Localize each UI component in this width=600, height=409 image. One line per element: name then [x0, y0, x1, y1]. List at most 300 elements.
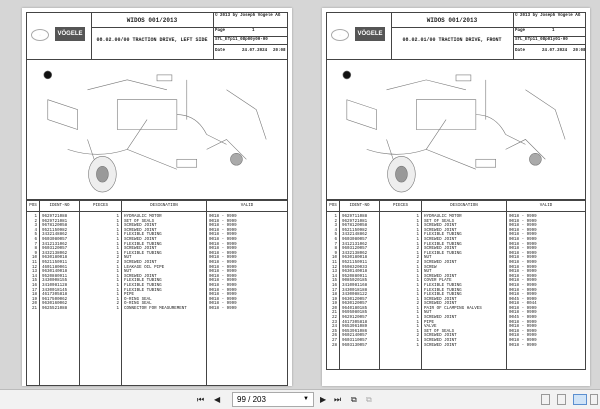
cell-ident-no: 9603130057 — [340, 344, 380, 349]
cell-pos: 4 — [27, 229, 40, 234]
cell-pieces: 1 — [80, 270, 122, 275]
cell-ident-no: 9521150982 — [40, 229, 80, 234]
cell-valid: 0018 - 9999 — [509, 288, 537, 293]
cell-pos: 16 — [27, 284, 40, 289]
cell-valid: 0018 - 9999 — [209, 228, 237, 233]
cell-valid: 0018 - 9999 — [509, 224, 537, 229]
cell-ident-no: 3430088122 — [340, 293, 380, 298]
cell-valid: 0018 - 9999 — [509, 219, 537, 224]
cell-ident-no: 3430018145 — [40, 289, 80, 294]
cell-pos: 8 — [27, 247, 40, 252]
cell-ident-no: 9625521088 — [40, 307, 80, 312]
cell-pos: 14 — [27, 275, 40, 280]
cell-designation: SCREWED JOINT — [422, 339, 507, 344]
cell-valid: 0018 - 9999 — [209, 283, 237, 288]
cell-pos: 1 — [327, 215, 340, 220]
cell-ident-no: 9629721088 — [40, 215, 80, 220]
cell-designation: HYDRAULIC MOTOR — [422, 215, 507, 220]
cell-valid: 0045 - 9999 — [509, 316, 537, 321]
page-number: 1 — [552, 29, 555, 33]
cell-designation: FLEXIBLE TUBING — [422, 284, 507, 289]
page-label: Page — [215, 29, 226, 33]
cell-designation: SET OF SEALS — [422, 330, 507, 335]
cell-pieces: 1 — [80, 307, 122, 312]
cell-ident-no: 4601180061 — [40, 266, 80, 271]
cell-ident-no: 9630120057 — [340, 302, 380, 307]
cell-designation: SCREWED JOINT — [422, 247, 507, 252]
cell-pieces: 1 — [80, 220, 122, 225]
cell-ident-no: 3430018188 — [340, 289, 380, 294]
cell-ident-no: 9630120057 — [340, 298, 380, 303]
cell-ident-no: 9640180185 — [340, 307, 380, 312]
cell-pos: 24 — [327, 325, 340, 330]
cell-pos: 5 — [327, 233, 340, 238]
cell-designation: SCREWED JOINT — [422, 275, 507, 280]
cell-valid: 0018 - 0044 — [509, 302, 537, 307]
cell-designation: VALVE — [422, 325, 507, 330]
catalog-title: WIDOS 001/2013 — [426, 17, 478, 24]
cell-pieces: 1 — [380, 215, 422, 220]
page-label: Page — [515, 29, 526, 33]
cell-pos: 6 — [27, 238, 40, 243]
prev-page-icon[interactable]: ◀ — [214, 395, 221, 404]
cell-designation: FLEXIBLE TUBING — [122, 284, 207, 289]
cell-pos: 9 — [327, 252, 340, 257]
cell-valid: 0018 - 9999 — [209, 279, 237, 284]
extract-icon[interactable]: ⧉ — [366, 395, 372, 404]
cell-pos: 16 — [327, 284, 340, 289]
cell-pieces: 1 — [380, 325, 422, 330]
two-page-continuous-view-icon[interactable] — [590, 394, 598, 405]
cell-valid: 0018 - 9999 — [509, 233, 537, 238]
cell-pieces: 1 — [80, 229, 122, 234]
cell-designation: FLEXIBLE TUBING — [122, 233, 207, 238]
cell-valid: 0018 - 9999 — [509, 283, 537, 288]
cell-pos: 14 — [327, 275, 340, 280]
cell-pos: 12 — [327, 266, 340, 271]
cell-pos: 18 — [327, 293, 340, 298]
cell-pos: 5 — [27, 233, 40, 238]
cell-valid: 0018 - 9999 — [509, 274, 537, 279]
cell-valid: 0018 - 9999 — [509, 279, 537, 284]
document-page-left — [22, 8, 292, 386]
copyright: © 2013 by Joseph Vögele AG — [215, 14, 281, 18]
cell-ident-no: 9085020185 — [340, 279, 380, 284]
cell-designation: PAIR OF CLAMPING HALVES — [422, 307, 507, 312]
cell-pos: 19 — [327, 298, 340, 303]
cell-pieces: 1 — [380, 339, 422, 344]
last-page-icon[interactable]: ⏭ — [334, 395, 342, 404]
cell-pieces: 1 — [80, 224, 122, 229]
cell-ident-no: 3432138062 — [40, 252, 80, 257]
cell-designation: SCREWED JOINT — [422, 334, 507, 339]
cell-pieces: 1 — [80, 293, 122, 298]
cell-valid: 0018 - 9999 — [209, 247, 237, 252]
section-title: 08.02.00/00 TRACTION DRIVE, LEFT SIDE — [96, 37, 208, 43]
cell-pieces: 1 — [80, 279, 122, 284]
cell-pieces: 2 — [380, 302, 422, 307]
cell-valid: 0018 - 9999 — [209, 219, 237, 224]
cell-pieces: 1 — [380, 252, 422, 257]
cell-pieces: 1 — [380, 307, 422, 312]
continuous-view-icon[interactable] — [557, 394, 566, 405]
cell-valid: 0018 - 9999 — [509, 237, 537, 242]
cell-designation: NUT — [122, 256, 207, 261]
cell-valid: 0018 - 9999 — [509, 320, 537, 325]
cell-designation: FLEXIBLE TUBING — [422, 289, 507, 294]
cell-pieces: 2 — [380, 247, 422, 252]
cell-ident-no: 9630180018 — [40, 256, 80, 261]
cell-ident-no: 9520880911 — [40, 275, 80, 280]
cell-pos: 27 — [327, 339, 340, 344]
cell-pos: 19 — [27, 298, 40, 303]
time: 20:08 — [273, 49, 286, 53]
single-page-view-icon[interactable] — [541, 394, 550, 405]
column-header: PIECES — [80, 201, 122, 211]
parts-table — [26, 200, 288, 386]
cell-designation: FLEXIBLE TUBING — [122, 252, 207, 257]
cell-designation: O-RING SEAL — [122, 302, 207, 307]
cell-ident-no: 9603120057 — [340, 247, 380, 252]
cell-ident-no: 9617500062 — [40, 298, 80, 303]
table-header — [327, 201, 585, 212]
cell-designation: SCREWED JOINT — [122, 261, 207, 266]
cell-valid: 0018 - 9999 — [209, 251, 237, 256]
cell-pieces: 1 — [380, 229, 422, 234]
cell-pos: 7 — [27, 243, 40, 248]
cell-pos: 20 — [327, 307, 340, 312]
cell-pieces: 2 — [380, 261, 422, 266]
doc-id: STL_ETp11_08p00y00-00 — [215, 38, 268, 42]
date: 24.07.2024 — [242, 49, 268, 53]
cell-ident-no: 3432138062 — [340, 252, 380, 257]
cell-valid: 0018 - 9999 — [509, 329, 537, 334]
cell-ident-no: 9629721081 — [40, 220, 80, 225]
cell-valid: 0018 - 9999 — [509, 251, 537, 256]
column-header: DESIGNATION — [422, 201, 507, 211]
cell-pieces: 2 — [80, 302, 122, 307]
cell-designation: PIPE — [122, 293, 207, 298]
cell-pieces: 1 — [80, 289, 122, 294]
cell-pos: 18 — [27, 293, 40, 298]
cell-pieces: 1 — [80, 252, 122, 257]
column-header: POS — [327, 201, 340, 211]
cell-ident-no: 9678120058 — [40, 224, 80, 229]
cell-valid: 0018 - 9999 — [509, 339, 537, 344]
cell-valid: 0018 - 9999 — [509, 260, 537, 265]
cell-valid: 0045 - 9999 — [509, 297, 537, 302]
cell-pieces: 1 — [380, 298, 422, 303]
cell-designation: FLEXIBLE TUBING — [122, 289, 207, 294]
cell-designation: SET OF SEALS — [122, 220, 207, 225]
cell-valid: 0018 - 9999 — [209, 288, 237, 293]
cell-designation: FLEXIBLE TUBING — [422, 243, 507, 248]
two-page-view-icon[interactable] — [573, 394, 587, 405]
cell-designation: SCREWED JOINT — [122, 238, 207, 243]
cell-designation: FLEXIBLE TUBING — [422, 233, 507, 238]
page-number: 1 — [252, 29, 255, 33]
cell-designation: SCREWED JOINT — [122, 247, 207, 252]
cell-valid: 0018 - 9999 — [509, 325, 537, 330]
cell-designation: FLEXIBLE TUBING — [422, 293, 507, 298]
date-label: Date — [515, 49, 526, 53]
cell-valid: 0018 - 9999 — [209, 306, 237, 311]
cell-valid: 0018 - 9999 — [509, 343, 537, 348]
cell-pieces: 1 — [80, 266, 122, 271]
cell-valid: 0018 - 9999 — [509, 247, 537, 252]
cell-designation: SET OF SEALS — [422, 220, 507, 225]
cell-pieces: 1 — [80, 238, 122, 243]
cell-pieces: 2 — [380, 334, 422, 339]
cell-ident-no: 9603080057 — [340, 238, 380, 243]
vogele-seal-logo: ◦ — [31, 29, 49, 41]
cell-designation: NUT — [422, 256, 507, 261]
cell-designation: NUT — [422, 270, 507, 275]
cell-pieces: 1 — [80, 233, 122, 238]
cell-ident-no: 9521150911 — [40, 261, 80, 266]
cell-pieces: 1 — [80, 275, 122, 280]
cell-ident-no: 9695080185 — [340, 311, 380, 316]
parts-table — [326, 200, 586, 370]
cell-pieces: 1 — [380, 316, 422, 321]
column-header: IDENT-NO — [40, 201, 80, 211]
cell-ident-no: 9603110057 — [340, 339, 380, 344]
cell-pos: 17 — [327, 289, 340, 294]
cell-pos: 21 — [27, 307, 40, 312]
cell-pieces: 1 — [80, 247, 122, 252]
cell-pos: 12 — [27, 266, 40, 271]
vogele-logo: VÖGELE — [55, 27, 85, 41]
cell-valid: 0018 - 9999 — [209, 274, 237, 279]
cell-valid: 0018 - 9999 — [509, 256, 537, 261]
cell-valid: 0018 - 9999 — [209, 233, 237, 238]
cell-valid: 0018 - 9999 — [509, 270, 537, 275]
chevron-down-icon[interactable]: ▼ — [303, 396, 309, 402]
cell-pos: 23 — [327, 321, 340, 326]
document-page-right — [322, 8, 590, 386]
cell-ident-no: 9630180018 — [340, 256, 380, 261]
cell-pieces: 1 — [380, 270, 422, 275]
cell-pos: 3 — [27, 224, 40, 229]
rotate-icon[interactable]: ⧉ — [351, 395, 357, 404]
cell-pos: 9 — [27, 252, 40, 257]
cell-ident-no: 9629721081 — [340, 220, 380, 225]
exploded-diagram — [26, 60, 288, 200]
cell-valid: 0018 - 9999 — [509, 334, 537, 339]
vogele-seal-logo: ◦ — [331, 29, 349, 41]
page-number-input[interactable] — [232, 392, 314, 407]
table-header — [27, 201, 287, 212]
column-header: VALID — [240, 204, 254, 208]
cell-pos: 2 — [27, 220, 40, 225]
cell-designation: LEAKAGE OIL PIPE — [122, 266, 207, 271]
cell-pieces: 1 — [380, 279, 422, 284]
cell-valid: 0018 - 9999 — [209, 270, 237, 275]
cell-valid: 0018 - 9999 — [209, 293, 237, 298]
cell-ident-no: 9521150982 — [340, 229, 380, 234]
cell-pieces: 1 — [380, 284, 422, 289]
cell-ident-no: 3412131062 — [340, 243, 380, 248]
page-header — [26, 12, 288, 60]
cell-pieces: 2 — [80, 261, 122, 266]
cell-pos: 2 — [327, 220, 340, 225]
cell-pos: 17 — [27, 289, 40, 294]
cell-valid: 0018 - 9999 — [509, 265, 537, 270]
cell-designation: SCREWED JOINT — [422, 298, 507, 303]
cell-pos: 10 — [327, 256, 340, 261]
cell-designation: FLEXIBLE TUBING — [422, 252, 507, 257]
cell-valid: 0018 - 9999 — [209, 237, 237, 242]
cell-pos: 15 — [27, 279, 40, 284]
cell-pieces: 1 — [380, 330, 422, 335]
cell-ident-no: 9602140057 — [340, 334, 380, 339]
cell-valid: 0018 - 9999 — [209, 265, 237, 270]
cell-valid: 0018 - 9999 — [209, 256, 237, 261]
cell-designation: CONNECTOR FOR MEASUREMENT — [122, 307, 207, 312]
cell-ident-no: 9630140018 — [340, 270, 380, 275]
cell-valid: 0018 - 9999 — [509, 293, 537, 298]
cell-designation: SCREWED JOINT — [422, 224, 507, 229]
cell-designation: NUT — [422, 311, 507, 316]
doc-id: STL_ETp11_08p01y01-00 — [515, 38, 568, 42]
cell-ident-no: 3410081168 — [340, 284, 380, 289]
cell-valid: 0018 - 9999 — [209, 260, 237, 265]
cell-designation: SCREWED JOINT — [122, 229, 207, 234]
viewer-toolbar — [0, 389, 600, 409]
cell-pieces: 1 — [80, 243, 122, 248]
cell-ident-no: 3412131062 — [40, 243, 80, 248]
cell-pieces: 1 — [380, 311, 422, 316]
cell-valid: 0018 - 9999 — [209, 215, 237, 219]
cell-designation: SCREWED JOINT — [422, 316, 507, 321]
cell-designation: O-RING SEAL — [122, 298, 207, 303]
cell-pos: 26 — [327, 334, 340, 339]
cell-designation: SCREWED JOINT — [422, 302, 507, 307]
cell-ident-no: 3432148862 — [40, 233, 80, 238]
cell-valid: 0018 - 9999 — [209, 224, 237, 229]
cell-pos: 1 — [27, 215, 40, 220]
cell-pos: 13 — [27, 270, 40, 275]
cell-valid: 0018 - 9999 — [209, 242, 237, 247]
cell-pieces: 1 — [80, 298, 122, 303]
cell-designation: PIPE — [422, 321, 507, 326]
cell-ident-no: 9629711088 — [340, 215, 380, 220]
cell-ident-no: 9678120058 — [340, 224, 380, 229]
cell-valid: 0018 - 9999 — [509, 311, 537, 316]
cell-designation: COVER PLATE — [422, 279, 507, 284]
cell-pos: 21 — [327, 311, 340, 316]
cell-pos: 20 — [27, 302, 40, 307]
cell-pieces: 1 — [380, 224, 422, 229]
cell-ident-no: 4617305818 — [40, 293, 80, 298]
cell-designation: NUT — [122, 270, 207, 275]
cell-pos: 6 — [327, 238, 340, 243]
cell-ident-no: 4617305818 — [340, 321, 380, 326]
column-header: POS — [27, 201, 40, 211]
cell-pieces: 1 — [380, 220, 422, 225]
cell-valid: 0018 - 9999 — [209, 297, 237, 302]
cell-valid: 0018 - 9999 — [509, 228, 537, 233]
cell-pos: 25 — [327, 330, 340, 335]
exploded-diagram — [326, 60, 586, 200]
cell-ident-no: 9629120057 — [340, 316, 380, 321]
copyright: © 2013 by Joseph Vögele AG — [515, 14, 581, 18]
cell-designation: FLEXIBLE TUBING — [122, 243, 207, 248]
cell-ident-no: 9520880911 — [340, 275, 380, 280]
cell-pieces: 1 — [380, 275, 422, 280]
next-page-icon[interactable]: ▶ — [320, 395, 327, 404]
column-header: VALID — [539, 204, 553, 208]
date-label: Date — [215, 49, 226, 53]
column-header: IDENT-NO — [340, 201, 380, 211]
cell-designation: SCREWED JOINT — [122, 224, 207, 229]
cell-valid: 0018 - 9999 — [509, 306, 537, 311]
cell-pos: 11 — [27, 261, 40, 266]
catalog-title: WIDOS 001/2013 — [126, 17, 178, 24]
cell-pieces: 1 — [80, 215, 122, 220]
cell-pieces: 1 — [80, 284, 122, 289]
cell-ident-no: 9653961086 — [340, 330, 380, 335]
cell-designation: HYDRAULIC MOTOR — [122, 215, 207, 220]
cell-pieces: 1 — [380, 344, 422, 349]
cell-designation: SCREWED JOINT — [422, 238, 507, 243]
cell-ident-no: 3410081128 — [40, 284, 80, 289]
cell-valid: 0018 - 9999 — [509, 215, 537, 219]
cell-pos: 15 — [327, 279, 340, 284]
cell-pos: 28 — [327, 344, 340, 349]
cell-designation: SCREWED JOINT — [422, 261, 507, 266]
cell-pos: 4 — [327, 229, 340, 234]
cell-pos: 7 — [327, 243, 340, 248]
vogele-logo: VÖGELE — [355, 27, 385, 41]
cell-pos: 19 — [327, 302, 340, 307]
page-header — [326, 12, 586, 60]
cell-ident-no: 9603120057 — [40, 247, 80, 252]
cell-ident-no: 9521150911 — [340, 261, 380, 266]
cell-pos: 11 — [327, 261, 340, 266]
first-page-icon[interactable]: ⏮ — [197, 395, 205, 404]
cell-pieces: 1 — [380, 238, 422, 243]
column-header: DESIGNATION — [122, 201, 207, 211]
cell-designation: SCREWED JOINT — [422, 344, 507, 349]
cell-pos: 3 — [327, 224, 340, 229]
cell-pieces: 1 — [380, 293, 422, 298]
cell-ident-no: 3432148862 — [340, 233, 380, 238]
date: 24.07.2024 — [542, 49, 568, 53]
cell-pos: 13 — [327, 270, 340, 275]
cell-designation: FLEXIBLE TUBING — [122, 279, 207, 284]
cell-ident-no: 9630160062 — [40, 302, 80, 307]
cell-pos: 8 — [327, 247, 340, 252]
cell-valid: 0018 - 9999 — [209, 302, 237, 307]
cell-pieces: 2 — [80, 256, 122, 261]
cell-pieces: 2 — [380, 256, 422, 261]
cell-pos: 22 — [327, 316, 340, 321]
column-header: PIECES — [380, 201, 422, 211]
cell-ident-no: 3430008155 — [40, 279, 80, 284]
cell-designation: SCREW — [422, 266, 507, 271]
cell-ident-no: 9508320033 — [340, 266, 380, 271]
cell-pieces: 1 — [380, 233, 422, 238]
cell-pieces: 1 — [380, 266, 422, 271]
cell-ident-no: 9653961089 — [340, 325, 380, 330]
cell-pieces: 1 — [380, 243, 422, 248]
page-number-value: 99 / 203 — [237, 395, 266, 404]
cell-pieces: 1 — [380, 321, 422, 326]
cell-designation: SCREWED JOINT — [122, 275, 207, 280]
cell-designation: SCREWED JOINT — [422, 229, 507, 234]
cell-valid: 0018 - 9999 — [509, 242, 537, 247]
